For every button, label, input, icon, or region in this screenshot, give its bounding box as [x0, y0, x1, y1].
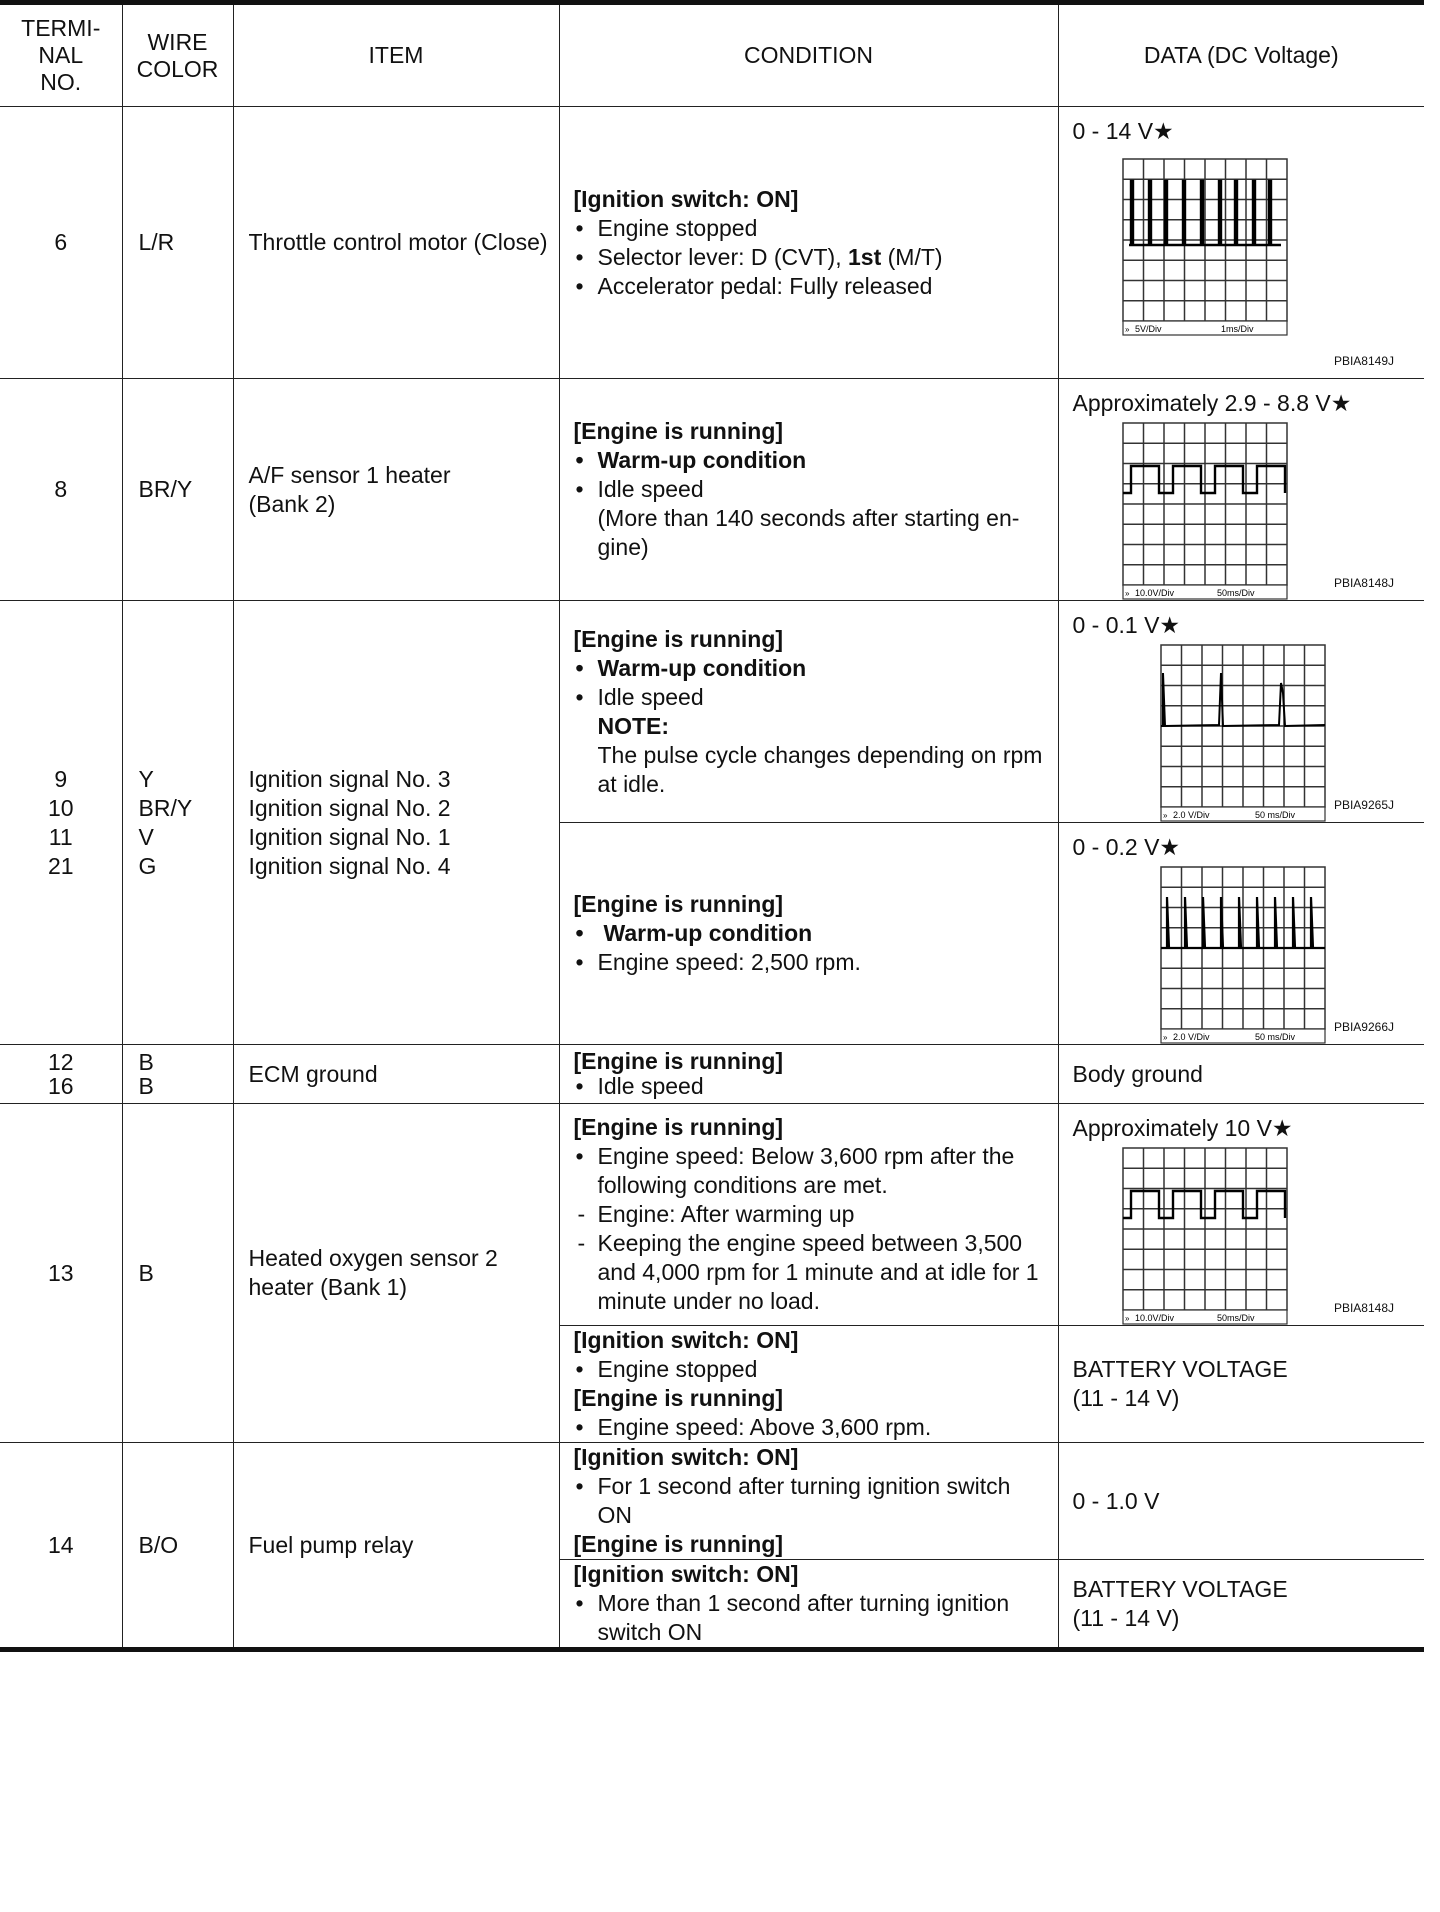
condition-bullet: • Idle speed	[574, 683, 1050, 712]
item-cell: Ignition signal No. 3 Ignition signal No. 2 Ignition signal No. 1 Ignition signal No. 4	[233, 601, 559, 1045]
condition-cell	[559, 107, 1058, 379]
terminal-cell: 8	[0, 379, 122, 601]
voltage-value: Approximately 2.9 - 8.8 V★	[1072, 390, 1352, 416]
svg-text:»: »	[1162, 811, 1167, 820]
svg-text:»: »	[1162, 1033, 1167, 1042]
condition-bullet: • Engine speed: 2,500 rpm.	[574, 948, 1050, 977]
condition-note: (More than 140 seconds after starting en-	[597, 505, 1020, 531]
voltage-value: 0 - 0.2 V★	[1072, 834, 1181, 860]
voltage-value: Approximately 10 V★	[1072, 1115, 1293, 1141]
table-row	[0, 1104, 1424, 1326]
header-item: ITEM	[233, 3, 559, 107]
oscilloscope-waveform	[1121, 1146, 1303, 1326]
condition-bullet-cont: ON	[597, 1502, 632, 1528]
time-per-div-label: 50ms/Div	[1216, 588, 1255, 598]
condition-bullet-cont: following conditions are met.	[597, 1172, 888, 1198]
condition-note: The pulse cycle changes depending on rpm	[597, 741, 1043, 768]
condition-heading: [Engine is running]	[573, 1531, 784, 1557]
voltage-value: 0 - 14 V★	[1072, 118, 1174, 144]
terminal-cell: 12 16	[0, 1045, 122, 1104]
condition-bullet: • Warm-up condition	[574, 654, 1050, 683]
svg-text:»: »	[1124, 589, 1129, 598]
header-wire-color: WIRE COLOR	[122, 3, 233, 107]
condition-heading: [Engine is running]	[573, 1114, 784, 1140]
table-row	[0, 601, 1424, 823]
wire-color-cell: B B	[122, 1045, 233, 1104]
condition-heading: [Ignition switch: ON]	[573, 1444, 799, 1470]
time-per-div-label: 50ms/Div	[1216, 1313, 1255, 1323]
condition-dash-item: - Engine: After warming up	[574, 1200, 1050, 1229]
data-cell: BATTERY VOLTAGE (11 - 14 V)	[1058, 1326, 1424, 1443]
condition-heading: [Ignition switch: ON]	[573, 1327, 799, 1353]
volt-per-div-label: 5V/Div	[1134, 324, 1162, 334]
data-cell	[1058, 379, 1424, 601]
volt-per-div-label: 10.0V/Div	[1134, 588, 1174, 598]
condition-bullet: • Engine stopped	[574, 1355, 1050, 1384]
condition-dash-cont: and 4,000 rpm for 1 minute and at idle for 1	[597, 1259, 1039, 1285]
condition-dash-item: - Keeping the engine speed between 3,500	[574, 1229, 1050, 1258]
condition-heading: [Engine is running]	[573, 1385, 784, 1411]
item-cell: Throttle control motor (Close)	[233, 107, 559, 379]
terminal-cell: 6	[0, 107, 122, 379]
data-cell: 0 - 1.0 V	[1058, 1443, 1424, 1560]
condition-heading: [Engine is running]	[573, 891, 784, 917]
condition-bullet: • Selector lever: D (CVT), 1st (M/T)	[574, 243, 1050, 272]
time-per-div-label: 50 ms/Div	[1254, 1032, 1295, 1042]
condition-cell	[559, 823, 1058, 1045]
condition-note: gine)	[597, 534, 649, 560]
condition-bullet: • Idle speed	[574, 475, 1050, 504]
header-terminal: TERMI- NAL NO.	[0, 3, 122, 107]
condition-bullet-cont: switch ON	[597, 1619, 703, 1645]
volt-per-div-label: 2.0 V/Div	[1172, 1032, 1210, 1042]
table-row	[0, 107, 1424, 379]
wire-color-cell: L/R	[122, 107, 233, 379]
wire-color-cell: BR/Y	[122, 379, 233, 601]
data-cell	[1058, 823, 1424, 1045]
condition-dash-cont: minute under no load.	[597, 1288, 820, 1314]
condition-cell	[559, 1560, 1058, 1650]
wire-color-cell: B/O	[122, 1443, 233, 1650]
condition-heading: [Engine is running]	[573, 1048, 784, 1074]
svg-text:»: »	[1124, 1314, 1129, 1323]
oscilloscope-waveform	[1121, 421, 1303, 601]
condition-heading: [Ignition switch: ON]	[573, 1561, 799, 1587]
wire-color-cell: Y BR/Y V G	[122, 601, 233, 1045]
condition-heading: [Engine is running]	[573, 625, 784, 652]
figure-code: PBIA9265J	[1333, 798, 1394, 812]
svg-text:»: »	[1124, 325, 1129, 334]
time-per-div-label: 1ms/Div	[1220, 324, 1254, 334]
item-cell: Fuel pump relay	[233, 1443, 559, 1650]
condition-cell	[559, 601, 1058, 823]
terminal-cell: 9 10 11 21	[0, 601, 122, 1045]
condition-bullet: • More than 1 second after turning ignition	[574, 1589, 1050, 1618]
header-data: DATA (DC Voltage)	[1058, 3, 1424, 107]
condition-cell	[559, 1443, 1058, 1560]
table-row	[0, 1443, 1424, 1560]
volt-per-div-label: 10.0V/Div	[1134, 1313, 1174, 1323]
figure-code: PBIA8148J	[1333, 576, 1394, 590]
figure-code: PBIA8148J	[1333, 1301, 1394, 1315]
table-row	[0, 1045, 1424, 1104]
condition-note: at idle.	[597, 770, 666, 797]
data-cell	[1058, 601, 1424, 823]
condition-bullet: • For 1 second after turning ignition switch	[574, 1472, 1050, 1501]
figure-code: PBIA8149J	[1333, 354, 1394, 368]
data-cell: Body ground	[1058, 1045, 1424, 1104]
condition-heading: [Ignition switch: ON]	[573, 185, 799, 212]
condition-heading: [Engine is running]	[573, 418, 784, 444]
volt-per-div-label: 2.0 V/Div	[1172, 810, 1210, 820]
table-row	[0, 379, 1424, 601]
condition-cell	[559, 1045, 1058, 1104]
condition-bullet: • Engine stopped	[574, 214, 1050, 243]
header-row	[0, 3, 1424, 107]
data-cell	[1058, 1104, 1424, 1326]
data-cell	[1058, 107, 1424, 379]
terminal-cell: 14	[0, 1443, 122, 1650]
item-cell: ECM ground	[233, 1045, 559, 1104]
figure-code: PBIA9266J	[1333, 1020, 1394, 1034]
condition-cell	[559, 1104, 1058, 1326]
header-condition: CONDITION	[559, 3, 1058, 107]
condition-cell	[559, 1326, 1058, 1443]
note-heading: NOTE:	[597, 712, 670, 739]
oscilloscope-waveform	[1121, 157, 1303, 337]
condition-bullet: • Warm-up condition	[574, 919, 1050, 948]
data-cell: BATTERY VOLTAGE (11 - 14 V)	[1058, 1560, 1424, 1650]
time-per-div-label: 50 ms/Div	[1254, 810, 1295, 820]
condition-bullet: • Engine speed: Below 3,600 rpm after the	[574, 1142, 1050, 1171]
oscilloscope-waveform	[1159, 643, 1341, 823]
terminal-cell: 13	[0, 1104, 122, 1443]
voltage-value: 0 - 0.1 V★	[1072, 612, 1181, 638]
condition-bullet: • Engine speed: Above 3,600 rpm.	[574, 1413, 1050, 1442]
wire-color-cell: B	[122, 1104, 233, 1443]
condition-bullet: • Idle speed	[574, 1074, 1050, 1099]
condition-bullet: • Accelerator pedal: Fully released	[574, 272, 1050, 301]
oscilloscope-waveform	[1159, 865, 1341, 1045]
condition-cell	[559, 379, 1058, 601]
item-cell: Heated oxygen sensor 2 heater (Bank 1)	[233, 1104, 559, 1443]
item-cell: A/F sensor 1 heater (Bank 2)	[233, 379, 559, 601]
condition-bullet: • Warm-up condition	[574, 446, 1050, 475]
